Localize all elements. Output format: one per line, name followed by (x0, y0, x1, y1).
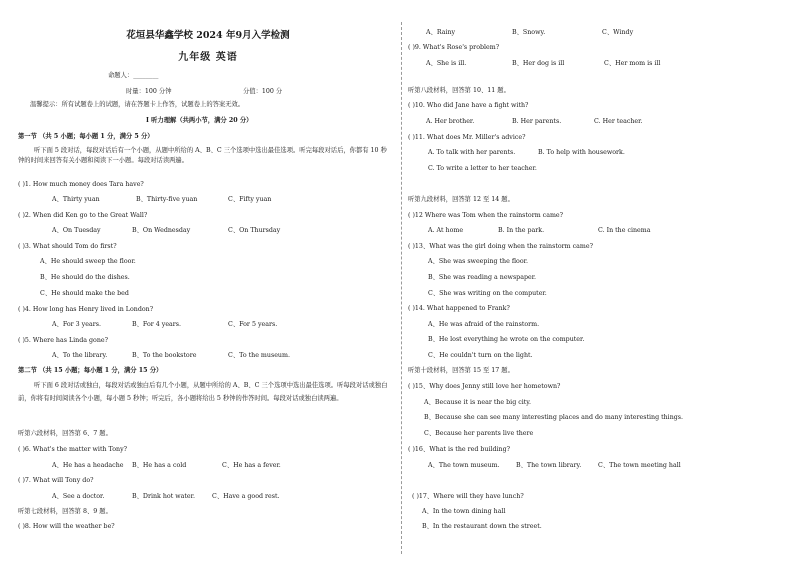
time-info: 时量：100 分钟 (126, 88, 172, 95)
notice-text: 温馨提示：所有试题卷上的试题，请在答题卡上作答，试题卷上的答案无效。 (30, 101, 245, 108)
column-divider (401, 22, 402, 554)
option-17a: A、In the town dining hall (422, 508, 506, 515)
material-9: 听第九段材料，回答第 12 至 14 题。 (408, 196, 514, 203)
option-3a: A、He should sweep the floor. (40, 258, 136, 265)
option-10b: B. Her parents. (512, 118, 562, 125)
question-14: ( )14. What happened to Frank? (408, 305, 510, 312)
option-12c: C. In the cinema (598, 227, 651, 234)
option-3c: C、He should make the bed (40, 290, 129, 297)
option-17b: B、In the restaurant down the street. (422, 523, 542, 530)
question-10: ( )10. Who did Jane have a fight with? (408, 102, 529, 109)
question-15: ( )15、Why does Jenny still love her hometown? (408, 383, 561, 390)
question-12: ( )12 Where was Tom when the rainstorm came? (408, 212, 564, 219)
option-14a: A、He was afraid of the rainstorm. (428, 321, 540, 328)
question-3: ( )3. What should Tom do first? (18, 243, 117, 250)
option-1b: B、Thirty-five yuan (136, 196, 198, 203)
section1-heading: 第一节 （共 5 小题；每小题 1 分，满分 5 分） (18, 133, 154, 140)
option-13b: B、She was reading a newspaper. (428, 274, 537, 281)
exam-subtitle: 九年级 英语 (178, 52, 238, 63)
question-7: ( )7. What will Tony do? (18, 477, 94, 484)
material-6: 听第六段材料，回答第 6、7 题。 (18, 430, 112, 437)
option-1c: C、Fifty yuan (228, 196, 272, 203)
option-6b: B、He has a cold (132, 462, 187, 469)
option-6a: A、He has a headache (52, 462, 124, 469)
option-7b: B、Drink hot water. (132, 493, 195, 500)
option-15c: C、Because her parents live there (424, 430, 534, 437)
option-7c: C、Have a good rest. (212, 493, 280, 500)
question-8: ( )8. How will the weather be? (18, 523, 115, 530)
option-10c: C. Her teacher. (594, 118, 643, 125)
question-16: ( )16、What is the red building? (408, 446, 510, 453)
option-8b: B、Snowy. (512, 29, 546, 36)
option-5b: B、To the bookstore (132, 352, 197, 359)
option-14b: B、He lost everything he wrote on the computer. (428, 336, 585, 343)
question-5: ( )5. Where has Linda gone? (18, 337, 108, 344)
option-12a: A. At home (428, 227, 464, 234)
option-13c: C、She was writing on the computer. (428, 290, 547, 297)
option-10a: A. Her brother. (426, 118, 475, 125)
option-9a: A、She is ill. (426, 60, 467, 67)
option-7a: A、See a doctor. (52, 493, 105, 500)
option-15b: B、Because she can see many interesting places and do many interesting things. (424, 414, 684, 421)
option-14c: C、He couldn't turn on the light. (428, 352, 533, 359)
option-11a: A. To talk with her parents. (428, 149, 516, 156)
right-column (408, 0, 788, 562)
option-2c: C、On Thursday (228, 227, 281, 234)
setter-line: 命题人：________ (108, 72, 159, 79)
option-8c: C、Windy (602, 29, 634, 36)
section2-instructions: 听下面 6 段对话或独白，每段对话或独白后有几个小题，从题中所给的 A、B、C 三个选项中选出最佳选项。听每段对话或独白前，你将有时间阅读各个小题，每小题 5 秒钟；听完后，各小题将给出 5 秒钟的作答时间。每段对话或独白读两遍。 (18, 382, 388, 402)
question-9: ( )9. What's Rose's problem? (408, 44, 500, 51)
option-2b: B、On Wednesday (132, 227, 191, 234)
option-5a: A、To the library. (52, 352, 108, 359)
question-1: ( )1. How much money does Tara have? (18, 181, 144, 188)
question-6: ( )6. What's the matter with Tony? (18, 446, 128, 453)
material-10: 听第十段材料，回答第 15 至 17 题。 (408, 367, 514, 374)
option-1a: A、Thirty yuan (52, 196, 100, 203)
material-8: 听第八段材料，回答第 10、11 题。 (408, 87, 510, 94)
option-12b: B. In the park. (498, 227, 545, 234)
part1-heading: Ⅰ 听力理解（共两小节，满分 20 分） (146, 117, 253, 124)
option-2a: A、On Tuesday (52, 227, 101, 234)
material-7: 听第七段材料，回答第 8、9 题。 (18, 508, 112, 515)
option-16c: C、The town meeting hall (598, 462, 681, 469)
section2-heading: 第二节 （共 15 小题；每小题 1 分，满分 15 分） (18, 367, 163, 374)
question-13: ( )13、What was the girl doing when the rainstorm came? (408, 243, 593, 250)
score-info: 分值：100 分 (243, 88, 283, 95)
option-9b: B、Her dog is ill (512, 60, 565, 67)
option-6c: C、He has a fever. (222, 462, 281, 469)
option-15a: A、Because it is near the big city. (424, 399, 532, 406)
exam-title: 花垣县华鑫学校 2024 年9月入学检测 (126, 30, 290, 41)
option-13a: A、She was sweeping the floor. (428, 258, 528, 265)
option-3b: B、He should do the dishes. (40, 274, 130, 281)
option-4b: B、For 4 years. (132, 321, 182, 328)
option-11c: C. To write a letter to her teacher. (428, 165, 537, 172)
option-5c: C、To the museum. (228, 352, 290, 359)
option-16b: B、The town library. (516, 462, 582, 469)
question-11: ( )11. What does Mr. Miller's advice? (408, 134, 526, 141)
question-17: ( )17、Where will they have lunch? (412, 493, 524, 500)
option-11b: B. To help with housework. (538, 149, 625, 156)
option-8a: A、Rainy (426, 29, 456, 36)
option-4c: C、For 5 years. (228, 321, 278, 328)
question-2: ( )2. When did Ken go to the Great Wall? (18, 212, 148, 219)
option-16a: A、The town museum. (428, 462, 500, 469)
section1-instructions: 听下面 5 段对话，每段对话后有一个小题，从题中所给的 A、B、C 三个选项中选出最佳选项。听完每段对话后，你都有 10 秒钟的时间来回答有关小题和阅读下一小题。每段对话读两遍。 (18, 147, 387, 164)
left-column (18, 0, 398, 562)
question-4: ( )4. How long has Henry lived in London? (18, 306, 154, 313)
option-4a: A、For 3 years. (52, 321, 101, 328)
option-9c: C、Her mom is ill (604, 60, 661, 67)
